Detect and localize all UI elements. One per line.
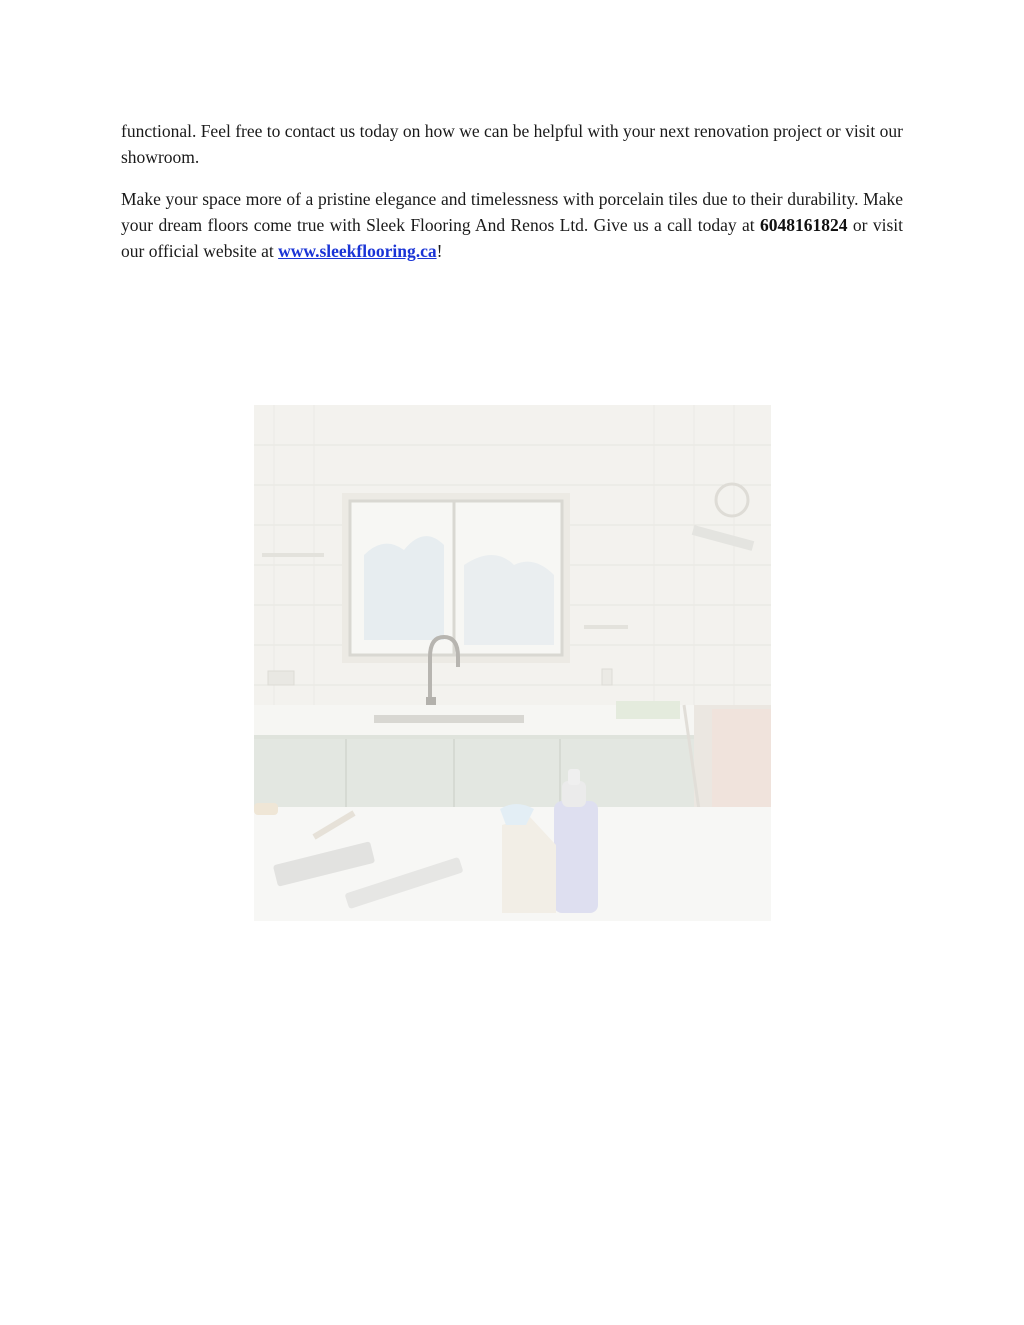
phone-number: 6048161824 — [760, 215, 848, 235]
paragraph-link-lead: or visit our official website at — [121, 215, 903, 261]
paragraph-contact-text: functional. Feel free to contact us today on how we can be helpful with your next renovation project or visit our showroom. — [121, 121, 903, 167]
website-link[interactable]: www.sleekflooring.ca — [278, 241, 437, 261]
kitchen-photo — [254, 405, 771, 921]
paragraph-contact — [121, 118, 903, 170]
paragraph-porcelain — [121, 186, 903, 264]
paragraph-porcelain-text: Make your space more of a pristine elegance and timelessness with porcelain tiles due to their durability. Make your dream floors come true with Sleek Flooring And Renos Ltd. Give us a call today at — [121, 189, 903, 235]
paragraph-trailing: ! — [436, 241, 443, 261]
